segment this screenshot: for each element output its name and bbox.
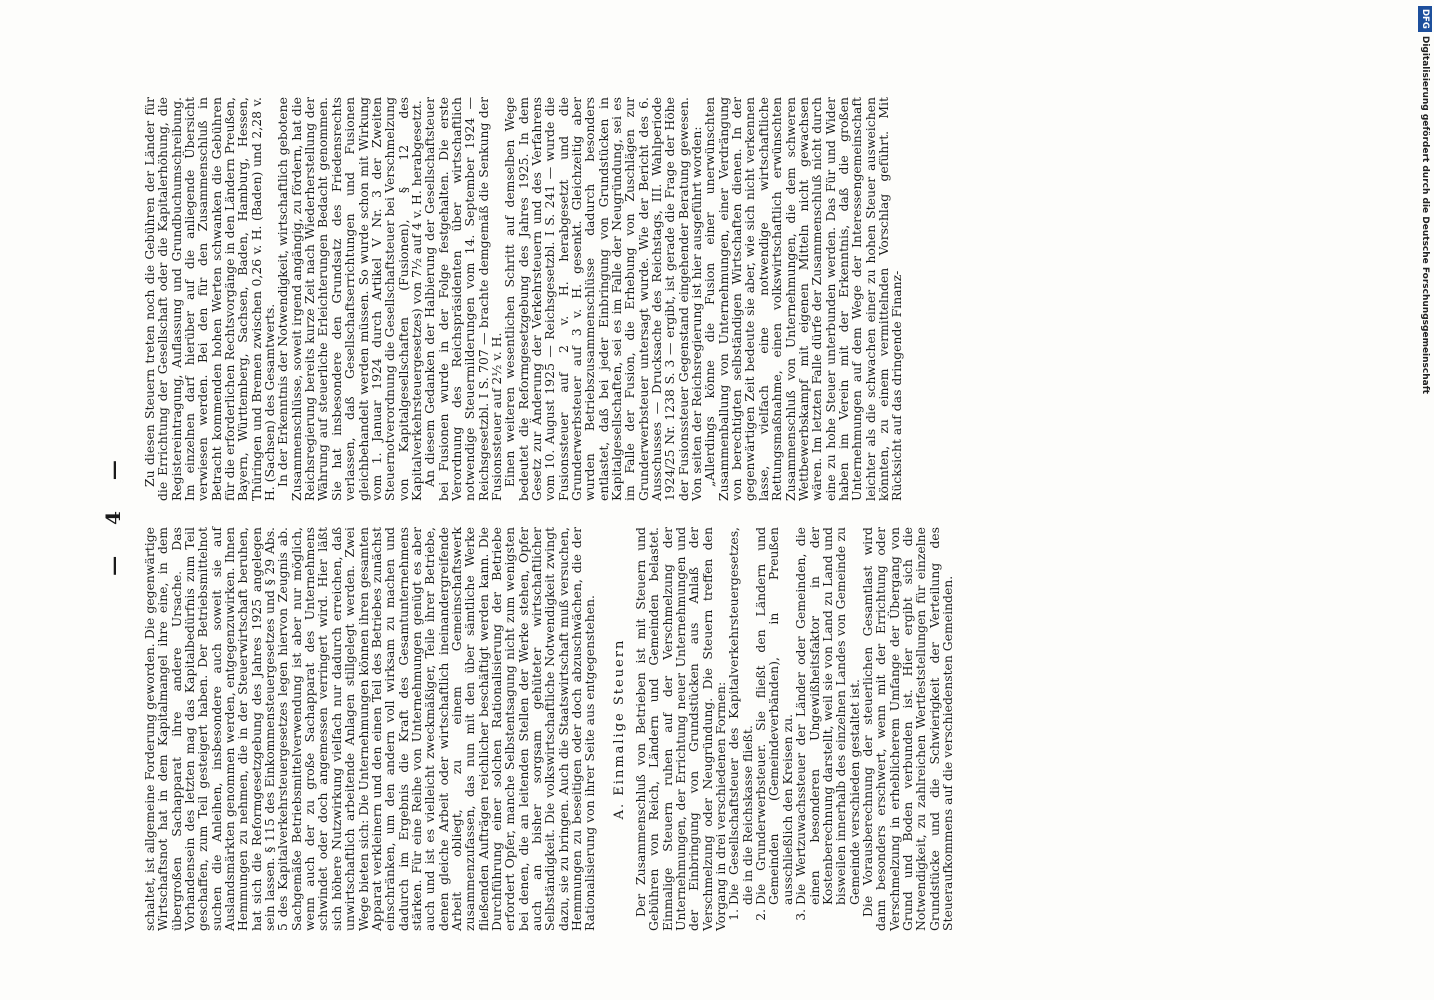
dfg-notice-text: Digitalisierung gefördert durch die Deutsche Forschungsgemeinschaft bbox=[1420, 35, 1430, 394]
left-column bbox=[143, 527, 954, 931]
section-heading: A. Einmalige Steuern bbox=[611, 638, 627, 820]
paragraph: Die Vorausberechnung der steuerlichen Gesamtlast wird dann besonders erschwert, wenn mit der Errichtung oder Verschmelzung in erheblicherem Umfange der Übergang von Grund und Boden verbunden ist. Hier ergibt sich die Notwendigkeit, zu zahlreichen Wertfeststellungen für einzelne Grundstücke und die Schwierigkeit der Verteilung des Steueraufkommens auf die verschiedensten Gemeinden. bbox=[859, 527, 955, 931]
list-item: 3. Die Wertzuwachssteuer der Länder oder Gemeinden, die einen besonderen Ungewißheitsfaktor in der Kostenberechnung darstellt, weil sie von Land zu Land und bisweilen innerhalb des einzelnen Landes von Gemeinde zu Gemeinde verschieden gestaltet ist. bbox=[794, 527, 861, 905]
paragraph: In der Erkenntnis der Notwendigkeit, wirtschaftlich gebotene Zusammenschlüsse, soweit irgend angängig, zu fördern, hat die Reichsregierung bereits kurze Zeit nach Wiederherstellung der Währung auf steuerliche Erleichterungen Bedacht genommen. Sie hat insbesondere den Grundsatz des Friedensrechts verlassen, daß Gesellschaftserrichtungen und Fusionen gleichbehandelt werden müssen. So wurde schon mit Wirkung vom 1. Januar 1924 durch Artikel V Nr. 3 der Zweiten Steuernotverordnung die Gesellschaftsteuer bei Verschmelzung von Kapitalgesellschaften (Fusionen), § 12 des Kapitalverkehrsteuergesetzes) von 7½ auf 4 v. H. herabgesetzt. bbox=[275, 97, 424, 501]
paragraph: An diesem Gedanken der Halbierung der Gesellschaftsteuer bei Fusionen wurde in der Folge festgehalten. Die erste Verordnung des Reichspräsidenten über wirtschaftlich notwendige Steuermilderungen vom 14. September 1924 — Reichsgesetzbl. I S. 707 — brachte demgemäß die Senkung der Fusionssteuer auf 2½ v. H. bbox=[422, 97, 504, 501]
dfg-logo: DFG bbox=[1418, 6, 1432, 32]
quotation: „Allerdings könne die Fusion einer unerwünschten Zusammenballung von Unternehmungen, einer Verdrängung von berechtigten selbständigen Wirtschaften dienen. In der gegenwärtigen Zeit bedeute sie aber, wie sich nicht verkennen lasse, vielfach eine notwendige wirtschaftliche Rettungsmaßnahme, einen volkswirtschaftlich erwünschten Zusammenschluß von Unternehmungen, die dem schweren Wettbewerbskampf mit eigenen Mitteln nicht gewachsen wären. Im letzten Falle dürfe der Zusammenschluß nicht durch eine zu hohe Steuer unterbunden werden. Das Für und Wider haben im Verein mit der Erkenntnis, daß die großen Unternehmungen auf dem Wege der Interessengemeinschaft leichter als die schwachen einer zu hohen Steuer ausweichen könnten, zu einem vermittelnden Vorschlag geführt. Mit Rücksicht auf das dringende Finanz- bbox=[702, 97, 905, 501]
paragraph: Einen weiteren wesentlichen Schritt auf demselben Wege bedeutet die Reformgesetzgebung des Jahres 1925. In dem Gesetz zur Änderung der Verkehrsteuern und des Verfahrens vom 10. August 1925 — Reichsgesetzbl. I S. 241 — wurde die Fusionssteuer auf 2 v. H. herabgesetzt und die Grunderwerbsteuer auf 3 v. H. gesenkt. Gleichzeitig aber wurden Betriebszusammenschlüsse dadurch besonders entlastet, daß bei jeder Einbringung von Grundstücken in Kapitalgesellschaften, sei es im Falle der Neugründung, sei es im Falle der Fusion, die Erhebung von Zuschlägen zur Grunderwerbsteuer untersagt wurde. Wie der Bericht des 6. Ausschusses — Drucksache des Reichstags, III. Wahlperiode 1924/25 Nr. 1238 S. 3 — ergibt, ist gerade die Frage der Höhe der Fusionssteuer Gegenstand eingehender Beratung gewesen. Von seiten der Reichsregierung ist hier ausgeführt worden: bbox=[502, 97, 705, 501]
page-number: — 4 — bbox=[101, 448, 125, 576]
rotated-page-content bbox=[101, 87, 1401, 937]
paragraph: Zu diesen Steuern treten noch die Gebühren der Länder für die Errichtung der Gesellschaft oder die Kapitalerhöhung, die Registereintragung, Auflassung und Grundbuchumschreibung. Im einzelnen darf hierüber auf die anliegende Übersicht verwiesen werden. Bei den für den Zusammenschluß in Betracht kommenden hohen Werten schwanken die Gebühren für die erforderlichen Rechtsvorgänge in den Ländern Preußen, Bayern, Württemberg, Sachsen, Baden, Hamburg, Hessen, Thüringen und Bremen zwischen 0,26 v. H. (Baden) und 2,28 v. H. (Sachsen) des Gesamtwerts. bbox=[142, 97, 278, 501]
paragraph: schaltet, ist allgemeine Forderung geworden. Die gegenwärtige Wirtschaftsnot hat in dem Kapitalmangel ihre eine, in dem übergroßen Sachapparat ihre andere Ursache. Das Vorhandensein des letzten mag das Kapitalbedürfnis zum Teil geschaffen, zum Teil gesteigert haben. Der Betriebsmittelnot suchen die Anleihen, insbesondere auch soweit sie auf Auslandsmärkten genommen werden, entgegenzuwirken. Ihnen Hemmungen zu nehmen, die in der Steuerwirtschaft beruhen, hat sich die Reformgesetzgebung des Jahres 1925 angelegen sein lassen. § 115 des Einkommensteuergesetzes und § 29 Abs. 5 des Kapitalverkehrsteuergesetzes legen hiervon Zeugnis ab. Sachgemäße Betriebsmittelverwendung ist aber nur möglich, wenn auch der zu große Sachapparat des Unternehmens schwindet oder doch angemessen verringert wird. Hier läßt sich höhere Nutzwirkung vielfach nur dadurch erreichen, daß unwirtschaftlich arbeitende Anlagen stillgelegt werden. Zwei Wege bieten sich: Die Unternehmungen können ihren gesamten Apparat verkleinern und den einen Teil des Betriebes zunächst einschränken, um den andern voll wirksam zu machen und dadurch im Ergebnis die Kraft des Gesamtunternehmens stärken. Für eine Reihe von Unternehmungen genügt es aber auch und ist es vielleicht zweckmäßiger, Teile ihrer Betriebe, denen gleiche Arbeit oder wirtschaftlich ineinandergreifende Arbeit obliegt, zu einem Gemeinschaftswerk zusammenzufassen, das nun mit den über sämtliche Werke fließenden Aufträgen reichlicher beschäftigt werden kann. Die Durchführung einer solchen Rationalisierung der Betriebe erfordert Opfer, manche Selbstentsagung nicht zum wenigsten bei denen, die an leitenden Stellen der Werke stehen, Opfer auch an bisher sorgsam gehüteter wirtschaftlicher Selbständigkeit. Die volkswirtschaftliche Notwendigkeit zwingt dazu, sie zu bringen. Auch die Staatswirtschaft muß versuchen, Hemmungen zu beseitigen oder doch abzuschwächen, die der Rationalisierung von ihrer Seite aus entgegenstehen. bbox=[142, 527, 598, 931]
tax-list bbox=[727, 527, 860, 931]
list-item: 2. Die Grunderwerbsteuer. Sie fließt den Ländern und Gemeinden (Gemeindeverbänden), in Preußen ausschließlich den Kreisen zu. bbox=[754, 527, 794, 905]
dfg-notice bbox=[1420, 6, 1434, 396]
paragraph: Der Zusammenschluß von Betrieben ist mit Steuern und Gebühren von Reich, Ländern und Gemeinden belastet. Einmalige Steuern ruhen auf der Verschmelzung der Unternehmungen, der Errichtung neuer Unternehmungen und der Einbringung von Grundstücken aus Anlaß der Verschmelzung oder Neugründung. Die Steuern treffen den Vorgang in drei verschiedenen Formen: bbox=[633, 527, 729, 931]
right-column bbox=[143, 97, 904, 501]
list-item: 1. Die Gesellschaftsteuer des Kapitalverkehrsteuergesetzes, die in die Reichskasse fließt. bbox=[727, 527, 754, 905]
